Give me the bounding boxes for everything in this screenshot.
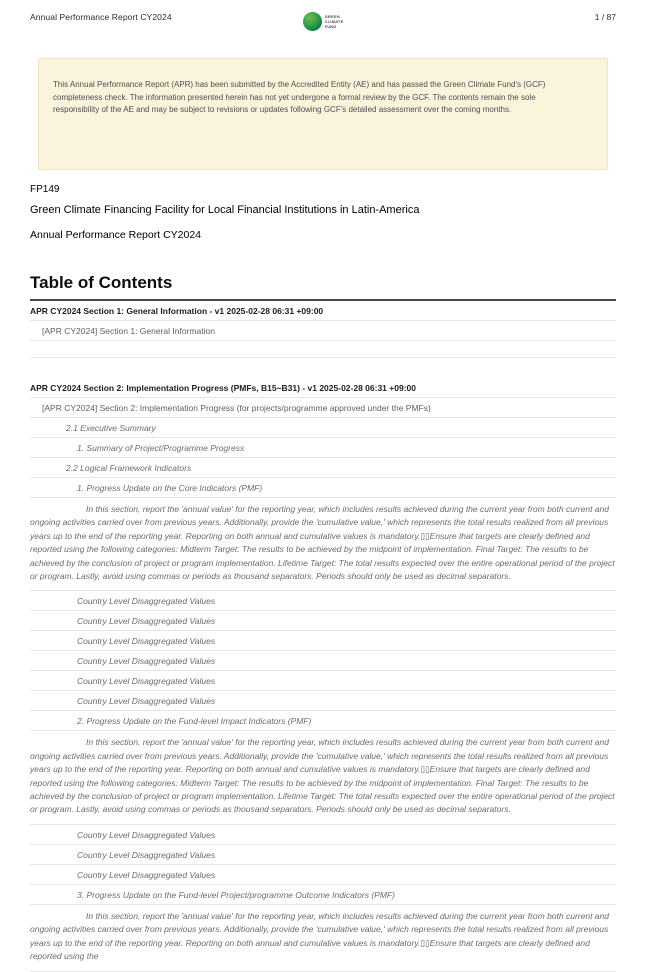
logo-wordmark: [325, 14, 344, 29]
toc-row: Country Level Disaggregated Values: [30, 611, 616, 631]
toc-row: APR CY2024 Section 1: General Information - v1 2025-02-28 06:31 +09:00: [30, 301, 616, 321]
toc-row: Country Level Disaggregated Values: [30, 651, 616, 671]
toc-row: In this section, report the 'annual value' for the reporting year, which includes results achieved during the current year from both current and ongoing activities carried over from previous years. Additionally, provide the 'cumulative value,' which represents the total results realized from all previous years up to the end of the reporting year. Reporting on both annual and cumulative values is mandatory.▯▯Ensure that targets are clearly defined and reported using the: [30, 905, 616, 972]
toc-row: 2.2 Logical Framework Indicators: [30, 458, 616, 478]
globe-icon: [303, 12, 322, 31]
toc-row: 1. Summary of Project/Programme Progress: [30, 438, 616, 458]
page-header: [30, 0, 616, 36]
page-number: 1 / 87: [594, 12, 617, 22]
logo-word-1: GREEN: [324, 14, 340, 19]
project-title: Green Climate Financing Facility for Local Financial Institutions in Latin-America: [30, 204, 420, 216]
toc-row: Country Level Disaggregated Values: [30, 591, 616, 611]
toc-row: 2. Progress Update on the Fund-level Impact Indicators (PMF): [30, 711, 616, 731]
notice-text: This Annual Performance Report (APR) has been submitted by the Accredited Entity (AE) and has passed the Green Climate Fund's (GCF) completeness check. The information presented herein has not yet undergone a formal review by the GCF. The contents remain the sole responsibility of the AE and may be subject to revisions or updates following GCF's detailed assessment over the coming months.: [53, 80, 546, 114]
toc-row: Country Level Disaggregated Values: [30, 865, 616, 885]
toc-row: Country Level Disaggregated Values: [30, 825, 616, 845]
toc-row: 2.1 Executive Summary: [30, 418, 616, 438]
toc-row: APR CY2024 Section 2: Implementation Progress (PMFs, B15~B31) - v1 2025-02-28 06:31 +09:00: [30, 378, 616, 398]
report-title: Annual Performance Report CY2024: [30, 229, 202, 241]
header-doc-title: Annual Performance Report CY2024: [30, 12, 172, 22]
toc-row: Country Level Disaggregated Values: [30, 691, 616, 711]
toc-row: In this section, report the 'annual value' for the reporting year, which includes results achieved during the current year from both current and ongoing activities carried over from previous years. Additionally, provide the 'cumulative value,' which represents the total results realized from all previous years up to the end of the reporting year. Reporting on both annual and cumulative values is mandatory.▯▯Ensure that targets are clearly defined and reported using the following categories: Midterm Target: The results to be achieved by the midpoint of implementation. Final Target: The results to be achieved by the conclusion of project or program implementation. Lifetime Target: The total results expected over the entire operational period of the project or program. Lastly, avoid using commas or periods as thousand separators. Periods should only be used as decimal separators.: [30, 731, 616, 824]
toc-row: [APR CY2024] Section 2: Implementation Progress (for projects/programme approved under the PMFs): [30, 398, 616, 418]
toc-row: Country Level Disaggregated Values: [30, 845, 616, 865]
logo-word-2: CLIMATE: [324, 19, 344, 24]
toc-list: [30, 301, 616, 972]
toc-row: Country Level Disaggregated Values: [30, 631, 616, 651]
toc-row: [30, 341, 616, 358]
logo-word-3: FUND: [324, 24, 337, 29]
toc-row: In this section, report the 'annual value' for the reporting year, which includes results achieved during the current year from both current and ongoing activities carried over from previous years. Additionally, provide the 'cumulative value,' which represents the total results realized from all previous years up to the end of the reporting year. Reporting on both annual and cumulative values is mandatory.▯▯Ensure that targets are clearly defined and reported using the following categories: Midterm Target: The results to be achieved by the midpoint of implementation. Final Target: The results to be achieved by the conclusion of project or program implementation. Lifetime Target: The total results expected over the entire operational period of the project or program. Lastly, avoid using commas or periods as thousand separators. Periods should only be used as decimal separators.: [30, 498, 616, 591]
toc-row: Country Level Disaggregated Values: [30, 671, 616, 691]
title-block: [30, 184, 616, 241]
project-code: FP149: [30, 184, 60, 195]
notice-box: [38, 58, 608, 170]
toc-row: 1. Progress Update on the Core Indicators (PMF): [30, 478, 616, 498]
toc-row: [APR CY2024] Section 1: General Information: [30, 321, 616, 341]
toc-heading: Table of Contents: [30, 273, 616, 301]
toc-row: 3. Progress Update on the Fund-level Project/programme Outcome Indicators (PMF): [30, 885, 616, 905]
gcf-logo: [303, 12, 344, 31]
